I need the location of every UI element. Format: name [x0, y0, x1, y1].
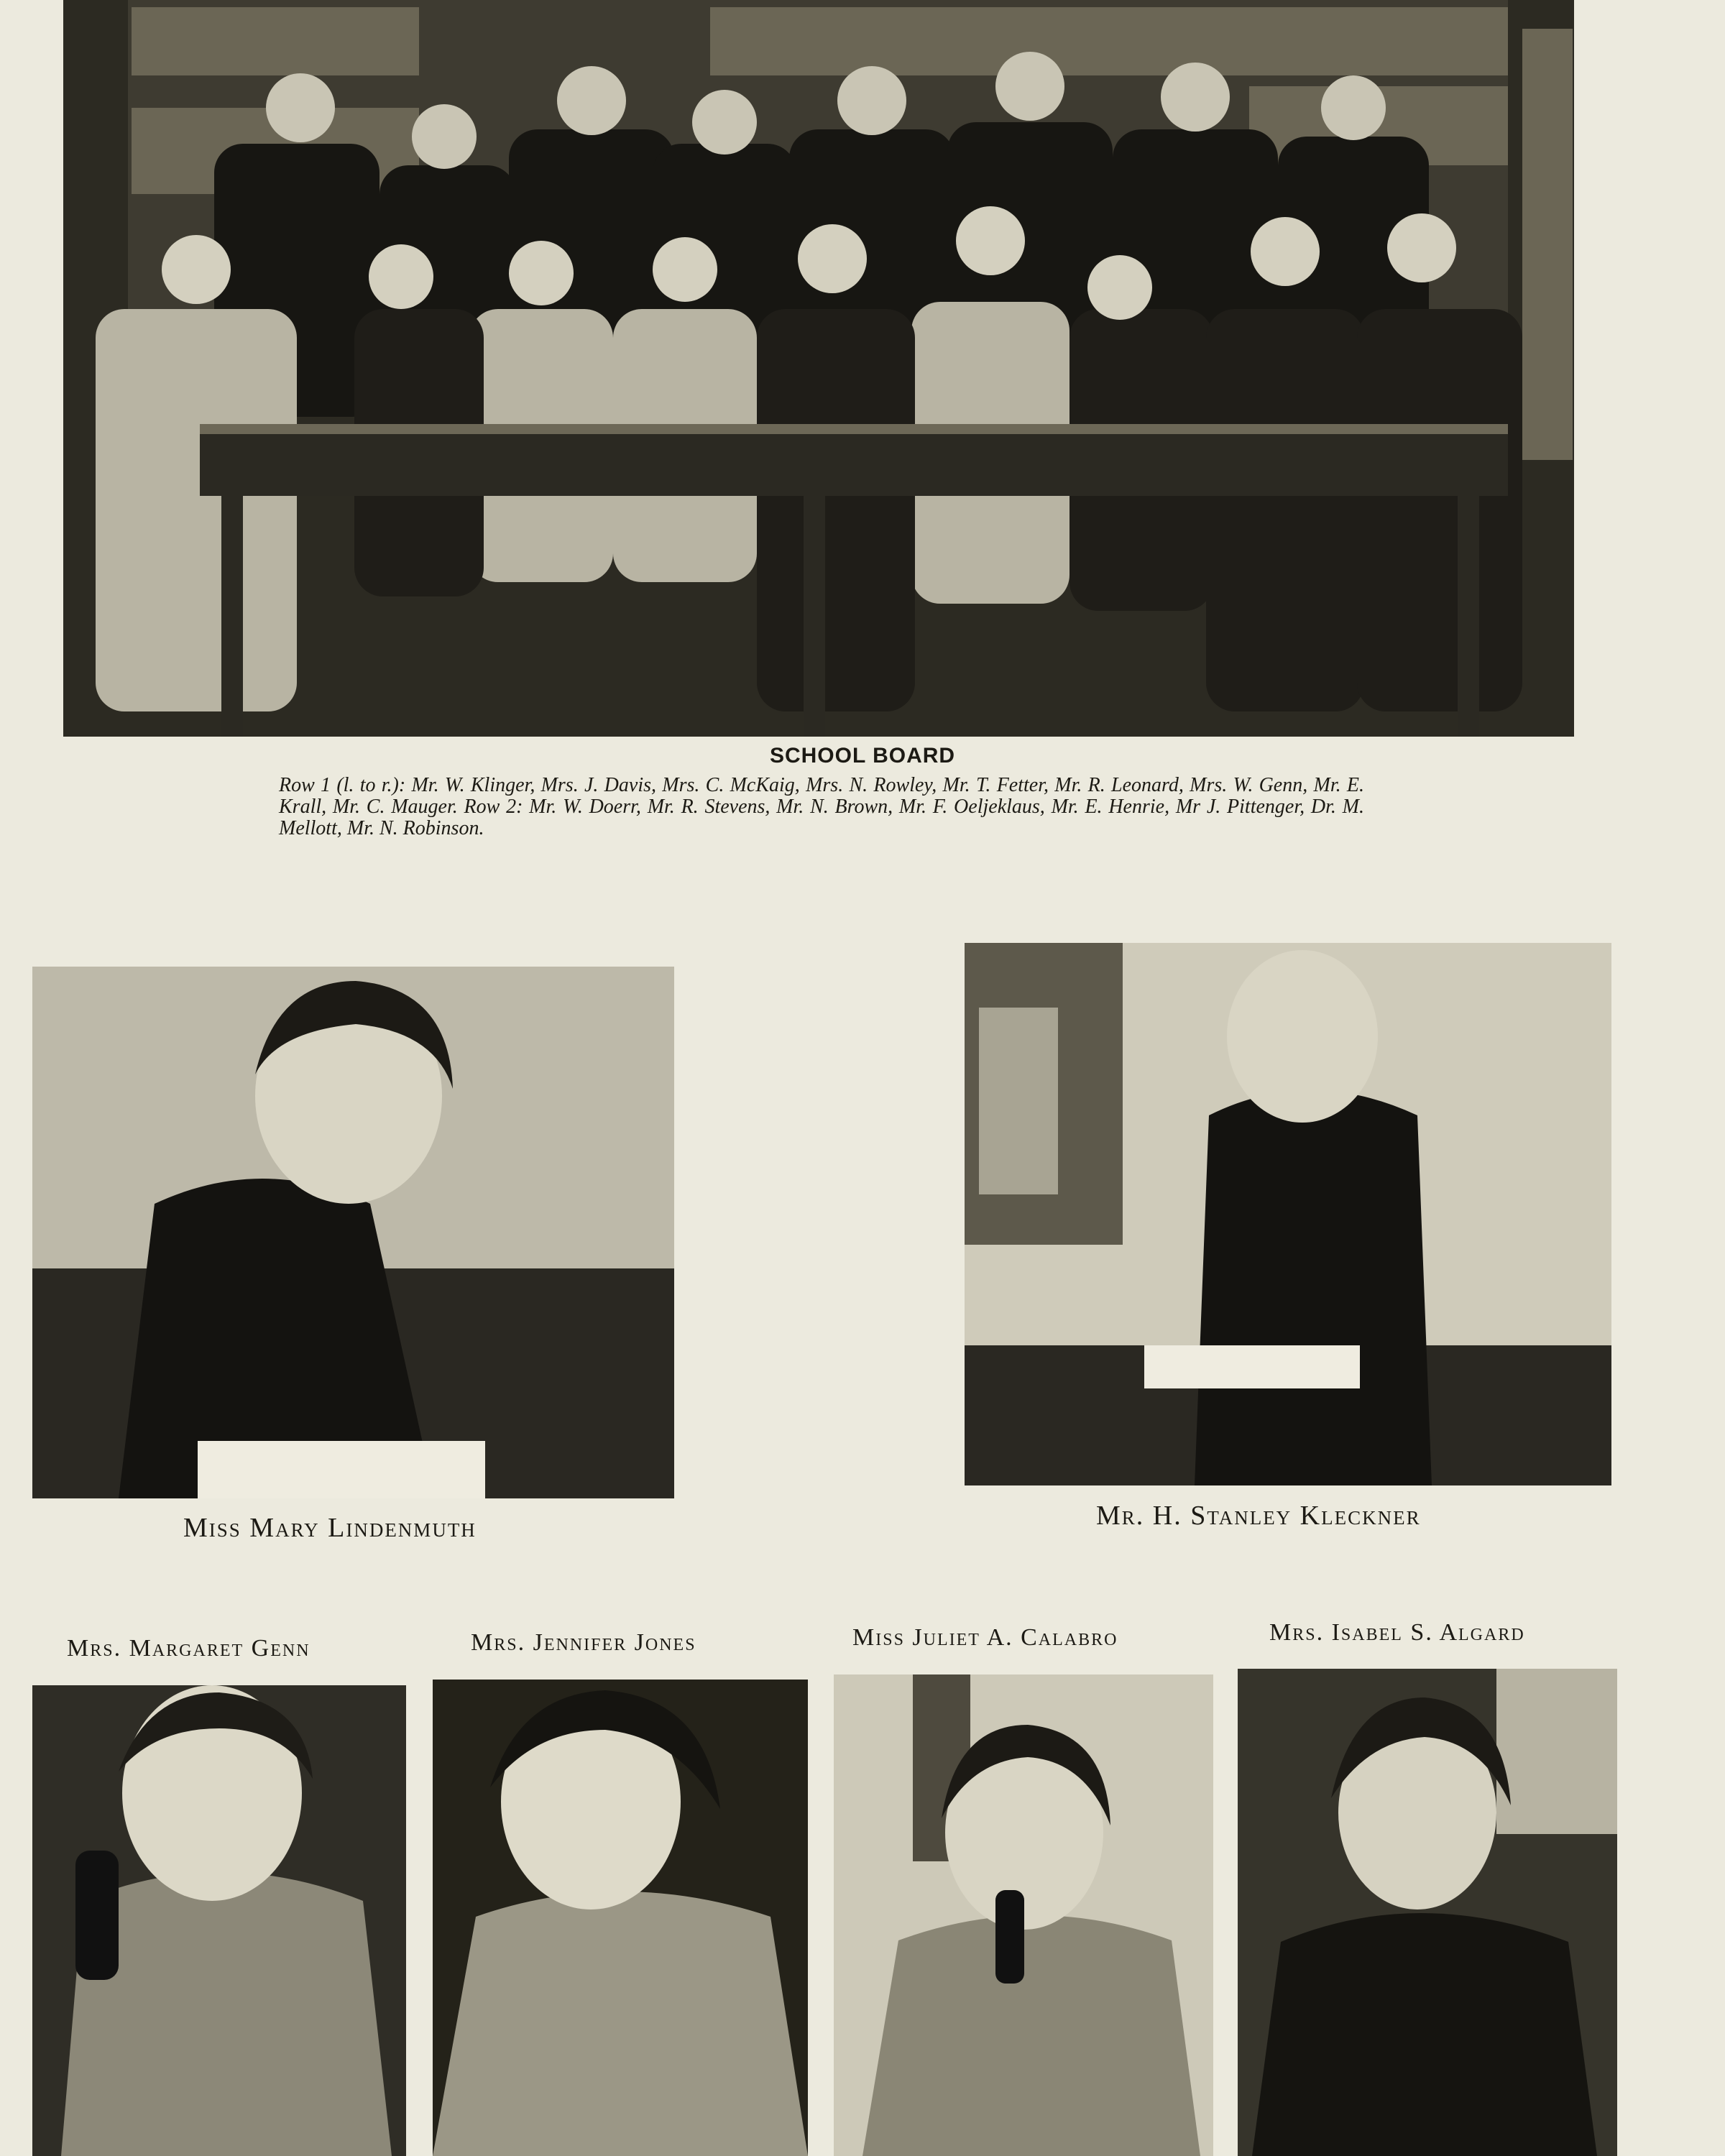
school-board-caption: Row 1 (l. to r.): Mr. W. Klinger, Mrs. J. Davis, Mrs. C. McKaig, Mrs. N. Rowley, Mr. T. Fetter, Mr. R. Leonard, Mrs. W. Genn, Mr. E. Krall, Mr. C. Mauger. Row 2: Mr. W. Doerr, Mr. R. Stevens, Mr. N. Brown, Mr. F. Oeljeklaus, Mr. E. Henrie, Mr J. Pittenger, Dr. M. Mellott, Mr. N. Robinson. — [279, 774, 1364, 839]
jones-illustration — [433, 1680, 808, 2156]
calabro-name: Miss Juliet A. Calabro — [852, 1624, 1118, 1651]
jones-photo — [433, 1680, 808, 2156]
algard-illustration — [1238, 1669, 1617, 2156]
kleckner-illustration — [965, 943, 1611, 1485]
kleckner-name: Mr. H. Stanley Kleckner — [1096, 1501, 1421, 1531]
lindenmuth-illustration — [32, 967, 674, 1498]
school-board-photo — [63, 0, 1574, 737]
algard-photo — [1238, 1669, 1617, 2156]
lindenmuth-photo — [32, 967, 674, 1498]
genn-name: Mrs. Margaret Genn — [67, 1635, 310, 1662]
lindenmuth-name: Miss Mary Lindenmuth — [183, 1513, 477, 1543]
school-board-title: SCHOOL BOARD — [769, 744, 956, 768]
algard-name: Mrs. Isabel S. Algard — [1269, 1619, 1525, 1646]
kleckner-photo — [965, 943, 1611, 1485]
genn-illustration — [32, 1685, 406, 2156]
calabro-photo — [834, 1674, 1213, 2156]
group-photo-illustration — [63, 0, 1574, 737]
jones-name: Mrs. Jennifer Jones — [471, 1629, 696, 1656]
calabro-illustration — [834, 1674, 1213, 2156]
genn-photo — [32, 1685, 406, 2156]
